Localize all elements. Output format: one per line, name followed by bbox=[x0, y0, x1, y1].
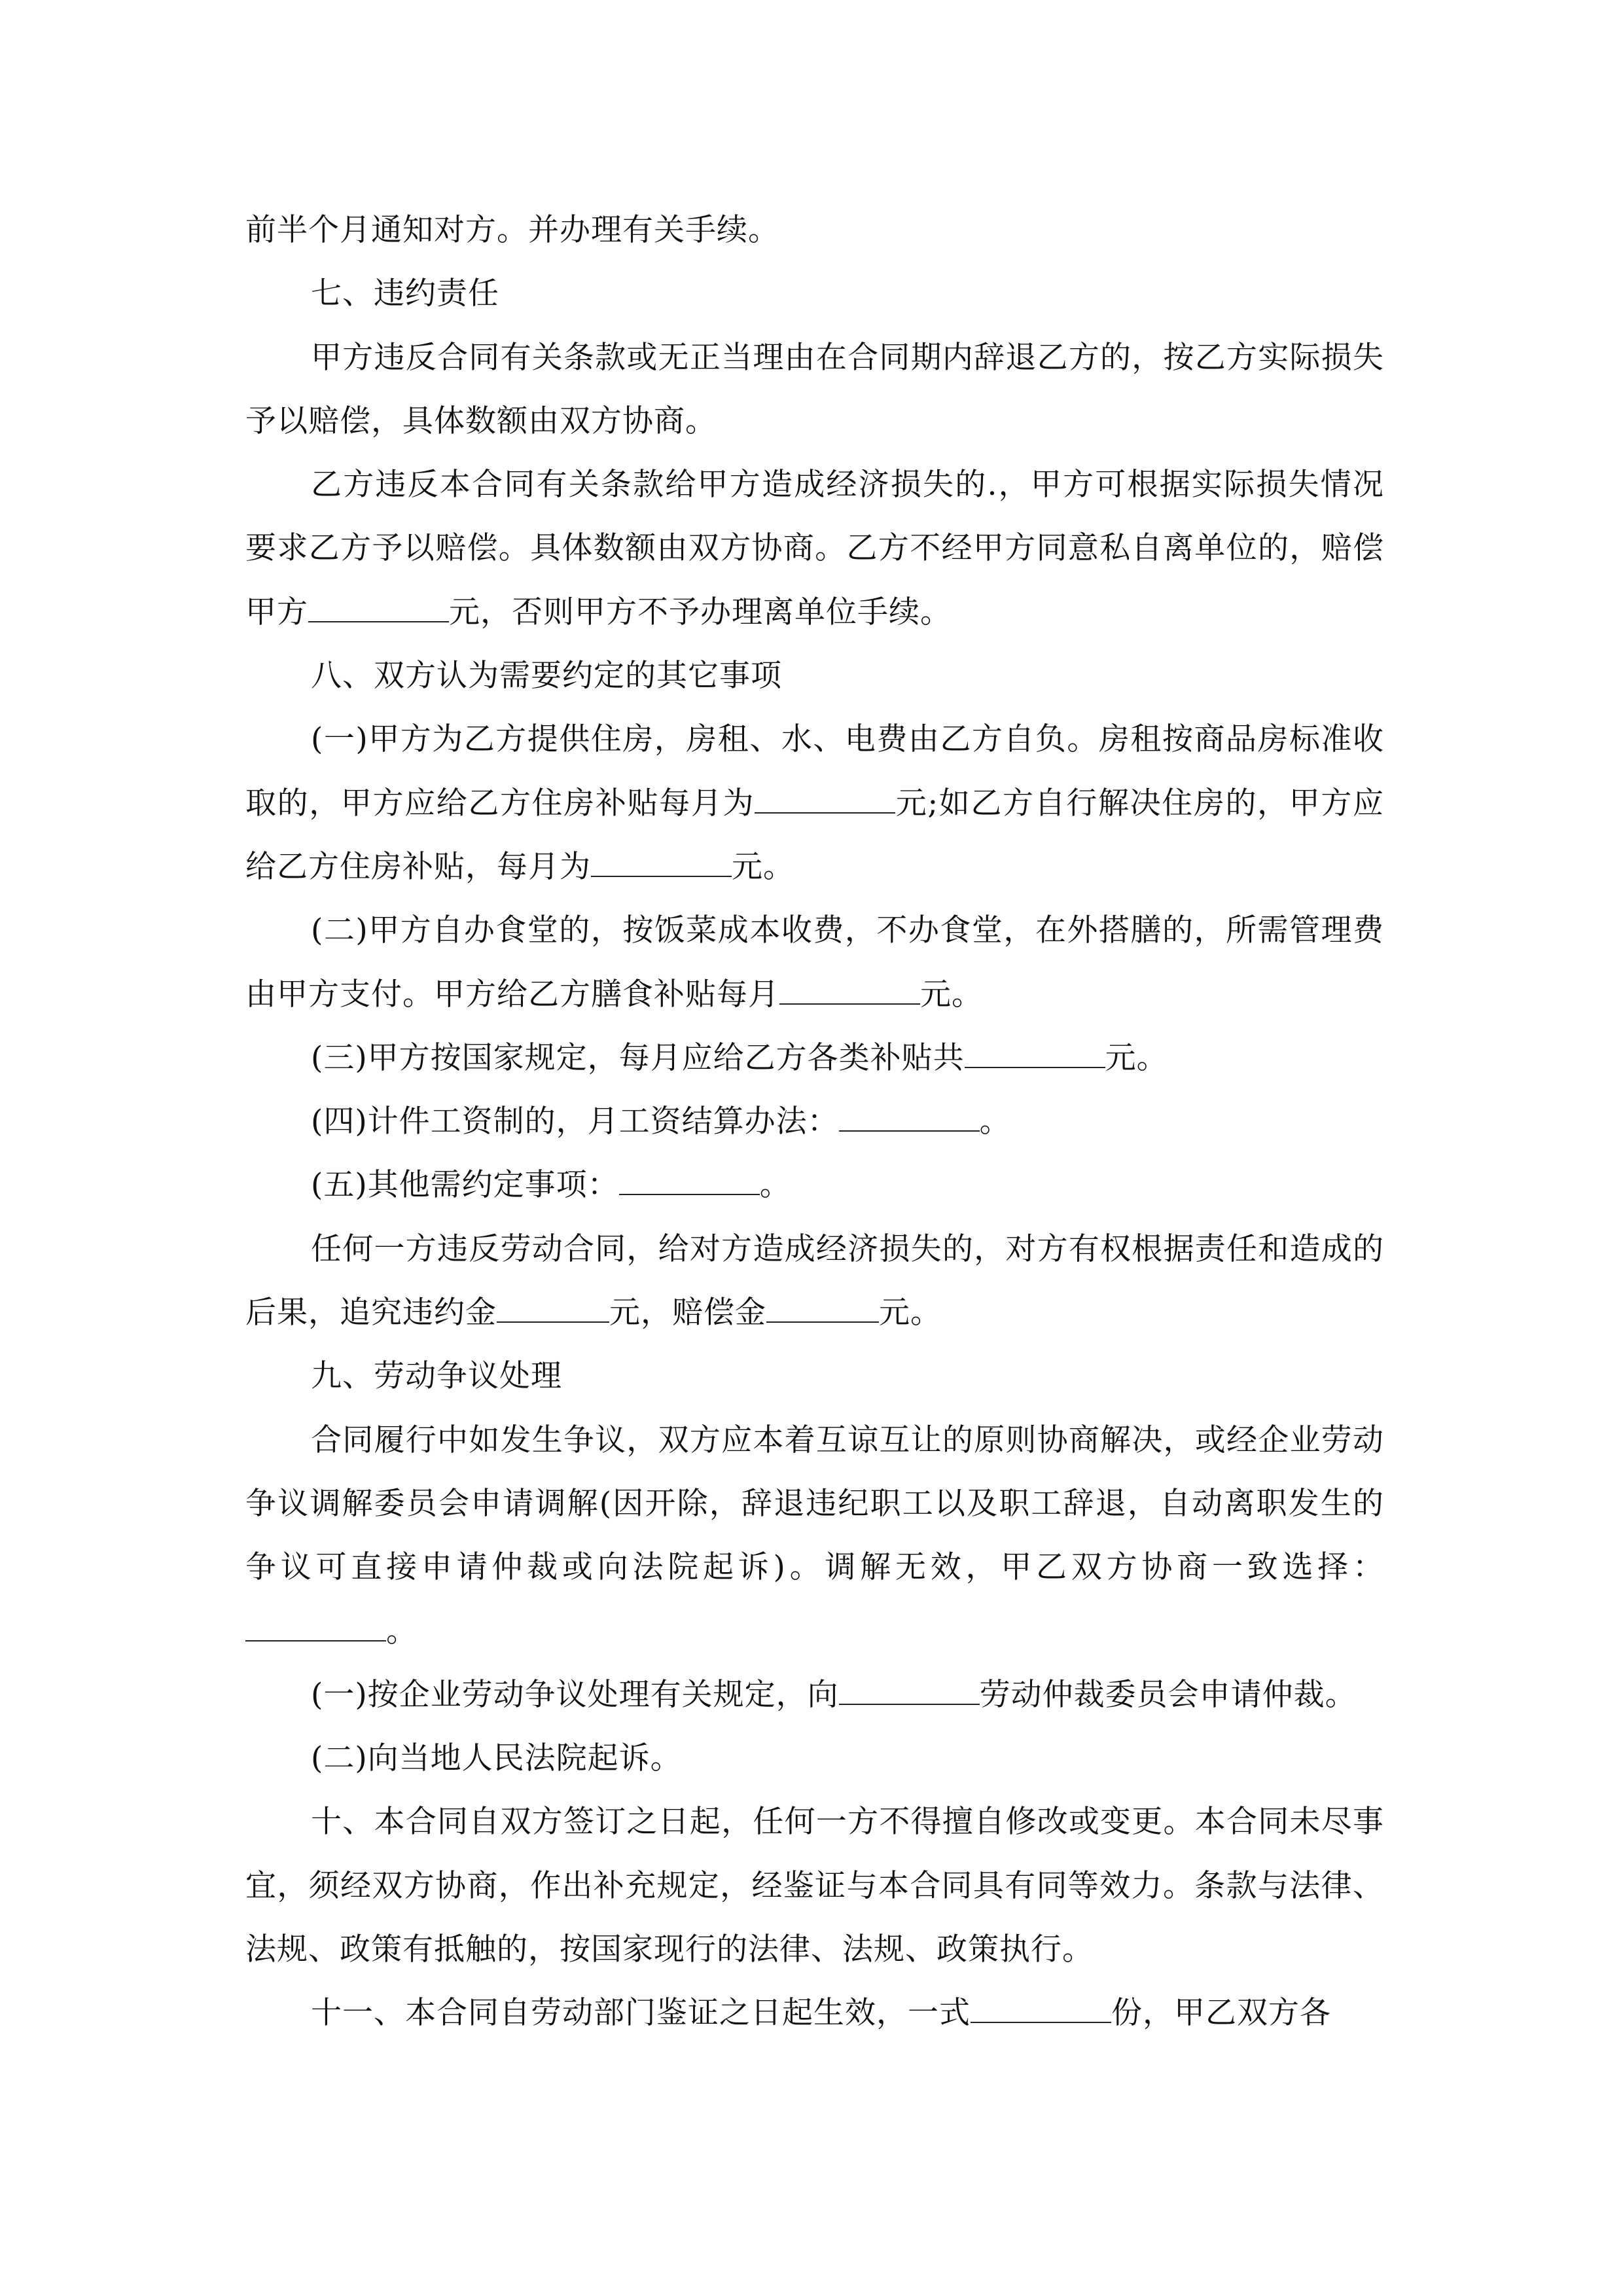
text-segment: 十一、本合同自劳动部门鉴证之日起生效，一式 bbox=[311, 1995, 971, 2032]
fill-in-blank-compensation[interactable] bbox=[308, 595, 449, 622]
text-segment: 元。 bbox=[879, 1295, 942, 1331]
text-segment: 份，甲乙双方各 bbox=[1111, 1995, 1331, 2032]
paragraph-penalty bbox=[245, 1217, 1384, 1345]
fill-in-blank-damages[interactable] bbox=[766, 1295, 879, 1323]
fill-in-blank-other-items[interactable] bbox=[619, 1168, 760, 1195]
fill-in-blank-housing-subsidy[interactable] bbox=[755, 786, 895, 814]
paragraph-canteen bbox=[245, 899, 1384, 1026]
text-segment: 劳动仲裁委员会申请仲裁。 bbox=[979, 1676, 1357, 1713]
text-segment: 元。 bbox=[920, 976, 983, 1013]
heading-breach-liability bbox=[245, 262, 1384, 325]
text-segment: (二)甲方自办食堂的，按饭菜成本收费，不办食堂，在外搭膳的，所需管理费由甲方支付。甲方给乙方膳食补贴每月 bbox=[245, 912, 1384, 1013]
text-segment: 甲方违反合同有关条款或无正当理由在合同期内辞退乙方的，按乙方实际损失予以赔偿，具体数额由双方协商。 bbox=[245, 339, 1384, 439]
paragraph-other-items bbox=[245, 1153, 1384, 1217]
paragraph-party-a-breach bbox=[245, 326, 1384, 454]
paragraph-notice-end bbox=[245, 198, 1384, 262]
text-segment: 八、双方认为需要约定的其它事项 bbox=[311, 658, 782, 694]
fill-in-blank-arbitration-committee[interactable] bbox=[839, 1677, 980, 1705]
text-segment: 元。 bbox=[732, 848, 794, 885]
text-segment: 元。 bbox=[1105, 1039, 1168, 1076]
text-segment: 任何一方违反劳动合同，给对方造成经济损失的，对方有权根据责任和造成的后果，追究违约金 bbox=[245, 1230, 1384, 1331]
text-segment: (四)计件工资制的，月工资结算办法： bbox=[311, 1103, 839, 1140]
text-segment: 七、违约责任 bbox=[311, 276, 499, 312]
fill-in-blank-total-subsidy[interactable] bbox=[965, 1041, 1105, 1068]
text-segment: (一)按企业劳动争议处理有关规定，向 bbox=[311, 1676, 839, 1713]
text-segment: 。 bbox=[759, 1167, 791, 1204]
text-segment: 十、本合同自双方签订之日起，任何一方不得擅自修改或变更。本合同未尽事宜，须经双方协商，作出补充规定，经鉴证与本合同具有同等效力。条款与法律、法规、政策有抵触的，按国家现行的法律、法规、政策执行。 bbox=[245, 1804, 1384, 1968]
fill-in-blank-wage-method[interactable] bbox=[839, 1104, 980, 1132]
fill-in-blank-copies[interactable] bbox=[971, 1996, 1111, 2023]
paragraph-dispute-mediation bbox=[245, 1408, 1384, 1663]
paragraph-effectiveness bbox=[245, 1981, 1384, 2045]
text-segment: (二)向当地人民法院起诉。 bbox=[311, 1740, 682, 1777]
paragraph-party-b-breach bbox=[245, 453, 1384, 644]
paragraph-arbitration bbox=[245, 1663, 1384, 1727]
document-body bbox=[245, 198, 1384, 2045]
fill-in-blank-dispute-choice[interactable] bbox=[245, 1614, 386, 1641]
heading-dispute-resolution bbox=[245, 1344, 1384, 1408]
heading-other-matters bbox=[245, 644, 1384, 708]
text-segment: (一)甲方为乙方提供住房，房租、水、电费由乙方自负。房租按商品房标准收取的，甲方应给乙方住房补贴每月为 bbox=[245, 721, 1384, 821]
text-segment: 九、劳动争议处理 bbox=[311, 1358, 562, 1395]
text-segment: 元;如乙方自行解决住房的，甲方应给乙方住房补贴，每月为 bbox=[245, 785, 1384, 885]
text-segment: 前半个月通知对方。并办理有关手续。 bbox=[245, 212, 779, 248]
fill-in-blank-self-housing-subsidy[interactable] bbox=[591, 850, 732, 877]
text-segment: (三)甲方按国家规定，每月应给乙方各类补贴共 bbox=[311, 1039, 965, 1076]
text-segment: 元，赔偿金 bbox=[609, 1295, 766, 1331]
text-segment: 合同履行中如发生争议，双方应本着互谅互让的原则协商解决，或经企业劳动争议调解委员会申请调解(因开除，辞退违纪职工以及职工辞退，自动离职发生的争议可直接申请仲裁或向法院起诉)。调解无效，甲乙双方协商一致选择： bbox=[245, 1422, 1384, 1586]
text-segment: 。 bbox=[386, 1613, 418, 1649]
text-segment: (五)其他需约定事项： bbox=[311, 1167, 619, 1204]
text-segment: 。 bbox=[979, 1103, 1011, 1140]
paragraph-subsidies bbox=[245, 1026, 1384, 1090]
text-segment: 乙方违反本合同有关条款给甲方造成经济损失的.，甲方可根据实际损失情况要求乙方予以赔偿。具体数额由双方协商。乙方不经甲方同意私自离单位的，赔偿甲方 bbox=[245, 467, 1384, 630]
fill-in-blank-meal-subsidy[interactable] bbox=[779, 977, 920, 1005]
paragraph-court bbox=[245, 1727, 1384, 1790]
paragraph-contract-modification bbox=[245, 1790, 1384, 1981]
paragraph-piecework-wage bbox=[245, 1090, 1384, 1153]
fill-in-blank-penalty[interactable] bbox=[497, 1295, 609, 1323]
text-segment: 元，否则甲方不予办理离单位手续。 bbox=[449, 594, 952, 630]
paragraph-housing bbox=[245, 708, 1384, 899]
